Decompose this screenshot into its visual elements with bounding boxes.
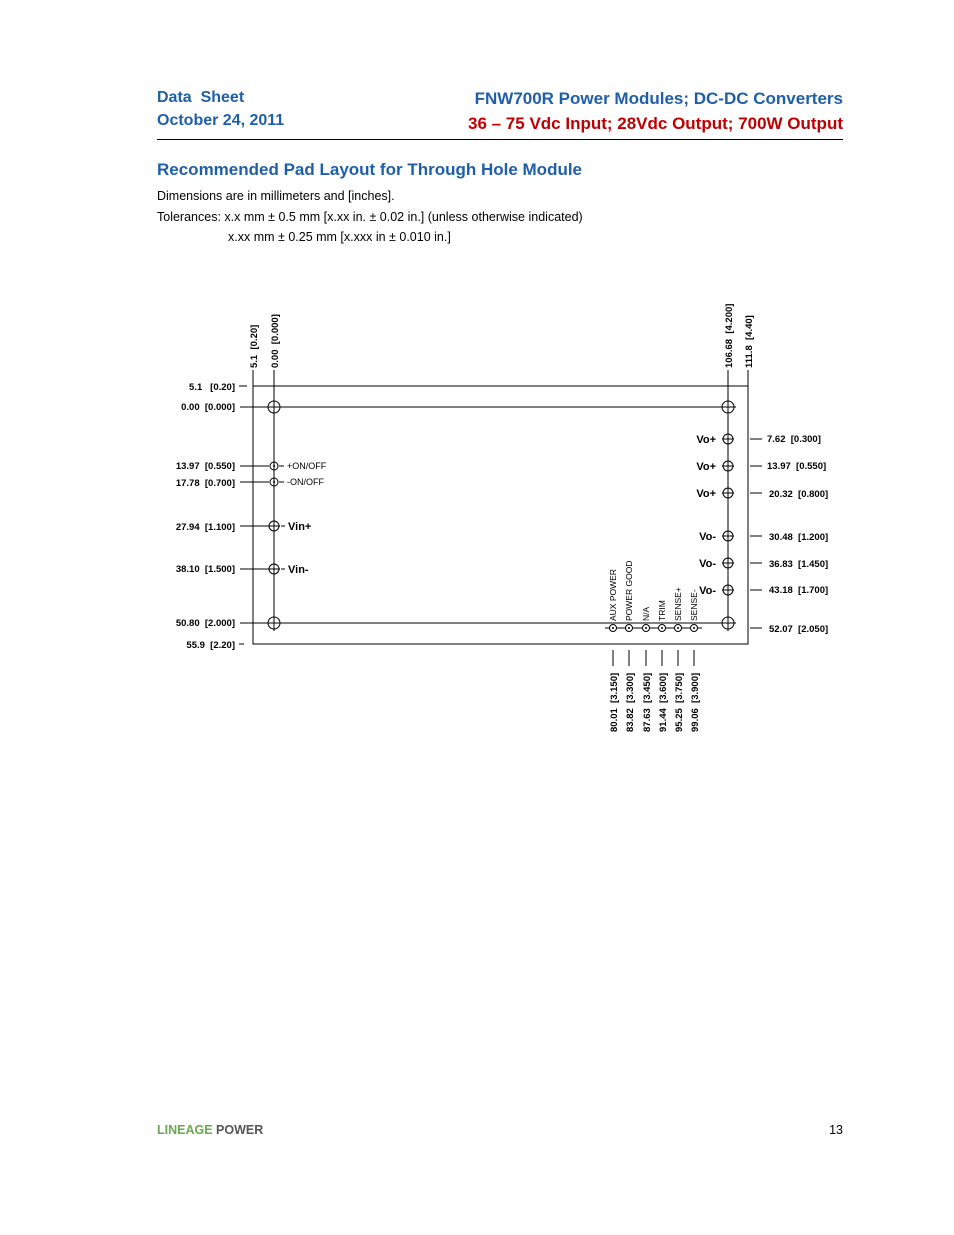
brand-power: POWER xyxy=(216,1123,264,1137)
right-dim-1: 7.62 [0.300] xyxy=(767,434,821,445)
top-dim-4: 111.8 [4.40] xyxy=(744,315,755,368)
left-dim-8: 55.9 [2.20] xyxy=(186,640,235,651)
doc-date: October 24, 2011 xyxy=(157,112,285,129)
pin-sense-plus xyxy=(675,625,682,667)
pin-vo-plus-2 xyxy=(722,460,734,472)
right-dim-7: 52.07 [2.050] xyxy=(769,624,829,635)
pin-power-good xyxy=(626,625,633,667)
pin-label-vin-minus: Vin- xyxy=(288,564,309,576)
pin-label-vo-minus-1: Vo- xyxy=(699,531,716,543)
tolerance-note-2: x.xx mm ± 0.25 mm [x.xxx in ± 0.010 in.] xyxy=(228,230,451,244)
section-title: Recommended Pad Layout for Through Hole Module xyxy=(157,160,583,179)
mounting-hole-tl xyxy=(266,399,282,415)
bottom-dim-4: 91.44 [3.600] xyxy=(658,672,669,732)
pin-na xyxy=(643,625,650,667)
pin-label-on-off-minus: -ON/OFF xyxy=(287,477,324,487)
pin-label-na: N/A xyxy=(641,606,651,621)
mounting-hole-br xyxy=(720,615,736,631)
brand-lineage: LINEAGE xyxy=(157,1123,213,1137)
pin-vo-minus-2 xyxy=(722,557,734,569)
pin-label-vo-minus-2: Vo- xyxy=(699,558,716,570)
tolerance-note: Tolerances: x.x mm ± 0.5 mm [x.xx in. ± 0.02 in.] (unless otherwise indicated) xyxy=(157,210,583,224)
footer-brand xyxy=(157,1123,263,1137)
left-dim-3: 13.97 [0.550] xyxy=(175,461,235,472)
pin-label-vo-plus-3: Vo+ xyxy=(696,488,716,500)
pin-vo-plus-1 xyxy=(722,433,734,445)
pin-trim xyxy=(659,625,666,667)
top-dim-3: 106.68 [4.200] xyxy=(724,303,735,368)
pin-aux-power xyxy=(610,625,617,667)
right-dim-3: 20.32 [0.800] xyxy=(769,489,829,500)
pin-label-vo-plus-2: Vo+ xyxy=(696,461,716,473)
pin-label-sense-plus: SENSE+ xyxy=(673,587,683,621)
left-dim-4: 17.78 [0.700] xyxy=(175,478,235,489)
doc-title-line2: 36 – 75 Vdc Input; 28Vdc Output; 700W Output xyxy=(468,114,843,133)
pin-vo-minus-3 xyxy=(722,584,734,596)
bottom-dim-6: 99.06 [3.900] xyxy=(690,672,701,732)
left-dim-6: 38.10 [1.500] xyxy=(175,564,235,575)
pin-label-sense-minus: SENSE- xyxy=(689,589,699,621)
page-number: 13 xyxy=(829,1123,843,1137)
pin-vo-plus-3 xyxy=(722,487,734,499)
pin-on-off-minus xyxy=(270,478,284,486)
right-dim-4: 30.48 [1.200] xyxy=(769,532,829,543)
pin-on-off-plus xyxy=(270,462,284,470)
pin-label-on-off-plus: +ON/OFF xyxy=(287,461,327,471)
pin-vin-plus xyxy=(268,520,285,532)
bottom-dim-1: 80.01 [3.150] xyxy=(609,672,620,732)
pin-vin-minus xyxy=(268,563,285,575)
pin-label-aux-power: AUX POWER xyxy=(608,569,618,621)
bottom-dim-2: 83.82 [3.300] xyxy=(625,672,636,732)
left-dim-2: 0.00 [0.000] xyxy=(181,402,235,413)
pin-label-trim: TRIM xyxy=(657,600,667,621)
mounting-hole-bl xyxy=(266,615,282,631)
right-dim-2: 13.97 [0.550] xyxy=(767,461,827,472)
pin-label-power-good: POWER GOOD xyxy=(624,560,634,621)
left-dim-7: 50.80 [2.000] xyxy=(175,618,235,629)
bottom-dim-3: 87.63 [3.450] xyxy=(642,672,653,732)
mounting-hole-tr xyxy=(720,399,736,415)
top-dim-1: 5.1 [0.20] xyxy=(249,324,260,368)
right-dim-6: 43.18 [1.700] xyxy=(769,585,829,596)
bottom-dim-5: 95.25 [3.750] xyxy=(674,672,685,732)
pin-vo-minus-1 xyxy=(722,530,734,542)
left-dim-1: 5.1 [0.20] xyxy=(189,382,235,393)
pin-label-vin-plus: Vin+ xyxy=(288,521,312,533)
top-dim-2: 0.00 [0.000] xyxy=(270,314,281,368)
pin-label-vo-plus-1: Vo+ xyxy=(696,434,716,446)
dimensions-note: Dimensions are in millimeters and [inches]. xyxy=(157,189,395,203)
left-dim-5: 27.94 [1.100] xyxy=(175,522,235,533)
doc-title-line1: FNW700R Power Modules; DC-DC Converters xyxy=(474,89,843,108)
doc-type: Data Sheet xyxy=(157,89,245,106)
right-dim-5: 36.83 [1.450] xyxy=(769,559,829,570)
pin-sense-minus xyxy=(691,625,698,667)
pin-label-vo-minus-3: Vo- xyxy=(699,585,716,597)
